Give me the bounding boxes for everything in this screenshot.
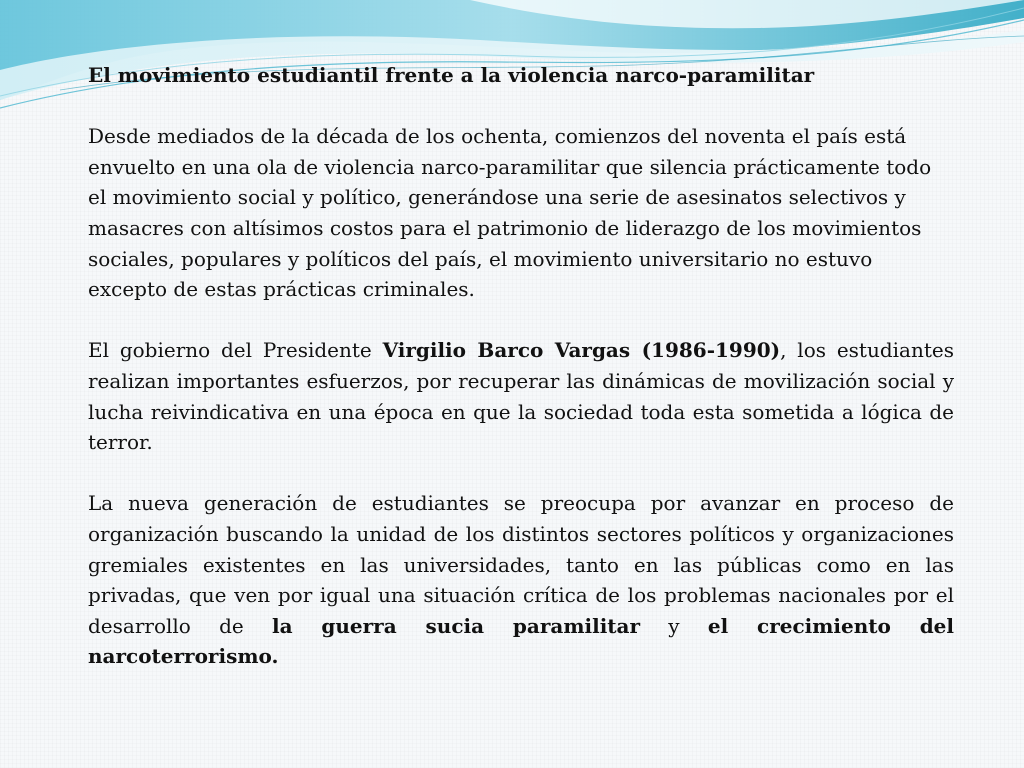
emphasis-dirty-war: la guerra sucia paramilitar <box>271 613 641 638</box>
paragraph-barco-government <box>88 335 954 457</box>
paragraph-barco-intro: El gobierno del Presidente <box>88 338 383 363</box>
paragraph-new-generation <box>88 488 954 672</box>
paragraph-barco-rest: , los estudiantes realizan importantes esfuerzos, por recuperar las dinámicas de movilización social y lucha reivindicativa en una época en que la sociedad toda esta sometida a lógica de terror. <box>88 338 954 455</box>
president-name: Virgilio Barco Vargas (1986-1990) <box>382 338 781 363</box>
paragraph-violence: Desde mediados de la década de los ochenta, comienzos del noventa el país está envuelto en una ola de violencia narco-paramilitar que silencia prácticamente todo el movimiento social y político, generándose una serie de asesinatos selectivos y masacres con altísimos costos para el patrimonio de liderazgo de los movimientos sociales, populares y políticos del país, el movimiento universitario no estuvo excepto de estas prácticas criminales. <box>88 124 932 302</box>
slide-content <box>88 60 954 672</box>
slide-title: El movimiento estudiantil frente a la violencia narco-paramilitar <box>88 63 815 87</box>
paragraph-generation-connector: y <box>640 613 708 638</box>
paragraph-generation-text: La nueva generación de estudiantes se preocupa por avanzar en proceso de organización buscando la unidad de los distintos sectores políticos y organizaciones gremiales existentes en las universidades, tanto en las públicas como en las privadas, que ven por igual una situación crítica de los problemas nacionales por el desarrollo de <box>88 491 954 638</box>
emphasis-narcoterrorism: el crecimiento del narcoterrorismo. <box>88 613 954 669</box>
